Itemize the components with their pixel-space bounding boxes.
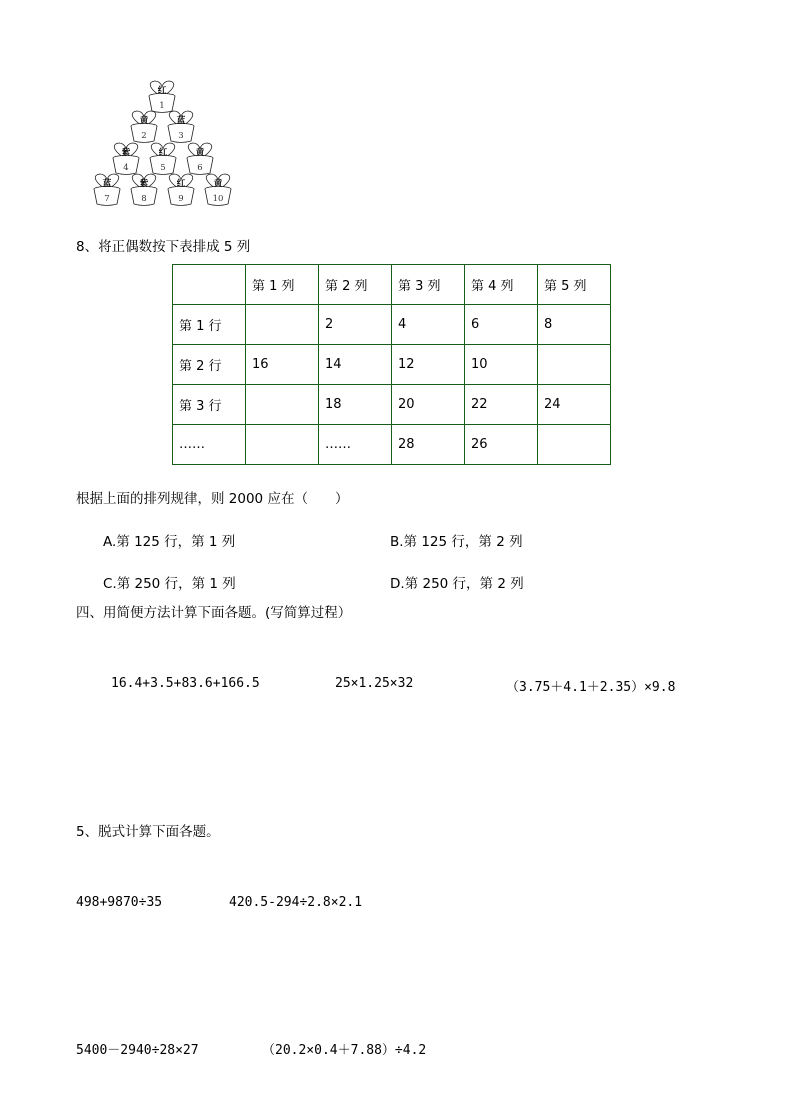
table-cell: 24 — [538, 385, 611, 425]
even-number-table — [172, 264, 611, 465]
table-cell — [538, 345, 611, 385]
table-cell — [246, 385, 319, 425]
bucket — [168, 111, 194, 143]
bucket — [131, 111, 157, 143]
table-cell: 22 — [465, 385, 538, 425]
bucket — [113, 143, 139, 175]
option-a: A.第 125 行，第 1 列 — [103, 534, 236, 550]
option-b: B.第 125 行，第 2 列 — [390, 534, 523, 550]
section-5-expression-3: 5400－2940÷28×27 — [76, 1043, 199, 1058]
section-4-expression-1: 16.4+3.5+83.6+166.5 — [111, 676, 260, 691]
bucket-color-label: 蓝 — [176, 116, 186, 126]
table-cell: 18 — [319, 385, 392, 425]
table-cell: 4 — [392, 305, 465, 345]
table-cell: 14 — [319, 345, 392, 385]
table-cell: 第 3 行 — [173, 385, 246, 425]
bucket-number-label: 6 — [197, 163, 203, 173]
table-cell — [173, 265, 246, 305]
table-cell: 第 2 列 — [319, 265, 392, 305]
bucket-color-label: 蓝 — [102, 179, 112, 189]
table-cell — [246, 305, 319, 345]
bucket — [149, 81, 175, 113]
table-cell: 第 1 行 — [173, 305, 246, 345]
table-cell: …… — [173, 425, 246, 465]
bucket-number-label: 3 — [178, 131, 184, 141]
bucket-color-label: 紫 — [139, 179, 149, 189]
bucket-pyramid-figure — [88, 78, 248, 214]
bucket-color-label: 黄 — [139, 116, 149, 126]
bucket-number-label: 1 — [159, 101, 165, 111]
option-c: C.第 250 行，第 1 列 — [103, 576, 236, 592]
bucket — [131, 174, 157, 206]
table-cell: …… — [319, 425, 392, 465]
section-5-expression-1: 498+9870÷35 — [76, 895, 163, 910]
table-cell — [246, 425, 319, 465]
section-4-expression-3: （3.75＋4.1＋2.35）×9.8 — [506, 680, 676, 695]
bucket-color-label: 红 — [157, 86, 167, 96]
bucket — [205, 174, 231, 206]
option-d: D.第 250 行，第 2 列 — [390, 576, 524, 592]
section-5-title: 5、脱式计算下面各题。 — [76, 824, 220, 840]
table-cell: 2 — [319, 305, 392, 345]
bucket-color-label: 黄 — [195, 148, 205, 158]
table-cell: 28 — [392, 425, 465, 465]
table-row — [173, 305, 611, 345]
section-5-expression-2: 420.5-294÷2.8×2.1 — [229, 895, 363, 910]
bucket-number-label: 5 — [160, 163, 166, 173]
table-cell: 第 1 列 — [246, 265, 319, 305]
table-cell: 26 — [465, 425, 538, 465]
table-cell: 20 — [392, 385, 465, 425]
section-4-expression-2: 25×1.25×32 — [335, 676, 414, 691]
question-8-title: 8、将正偶数按下表排成 5 列 — [76, 239, 251, 255]
table-cell: 6 — [465, 305, 538, 345]
bucket-number-label: 8 — [141, 194, 147, 204]
table-cell: 12 — [392, 345, 465, 385]
bucket-color-label: 紫 — [121, 148, 131, 158]
section-4-title: 四、用简便方法计算下面各题。(写简算过程） — [76, 605, 352, 621]
bucket — [150, 143, 176, 175]
bucket-number-label: 2 — [141, 131, 147, 141]
table-cell: 10 — [465, 345, 538, 385]
question-8-prompt: 根据上面的排列规律，则 2000 应在（ ） — [76, 491, 349, 507]
table-cell: 第 2 行 — [173, 345, 246, 385]
bucket-number-label: 7 — [104, 194, 110, 204]
table-cell: 第 5 列 — [538, 265, 611, 305]
table-cell: 8 — [538, 305, 611, 345]
bucket — [168, 174, 194, 206]
bucket — [187, 143, 213, 175]
table-row — [173, 385, 611, 425]
bucket-color-label: 红 — [158, 148, 168, 158]
bucket-color-label: 红 — [176, 179, 186, 189]
table-cell: 第 3 列 — [392, 265, 465, 305]
bucket-number-label: 4 — [123, 163, 129, 173]
table-cell: 16 — [246, 345, 319, 385]
bucket-number-label: 10 — [212, 194, 224, 204]
table-cell — [538, 425, 611, 465]
bucket-color-label: 黄 — [213, 179, 223, 189]
bucket — [94, 174, 120, 206]
table-row — [173, 425, 611, 465]
table-row — [173, 265, 611, 305]
table-row — [173, 345, 611, 385]
table-cell: 第 4 列 — [465, 265, 538, 305]
section-5-expression-4: （20.2×0.4＋7.88）÷4.2 — [262, 1043, 427, 1058]
bucket-number-label: 9 — [178, 194, 184, 204]
